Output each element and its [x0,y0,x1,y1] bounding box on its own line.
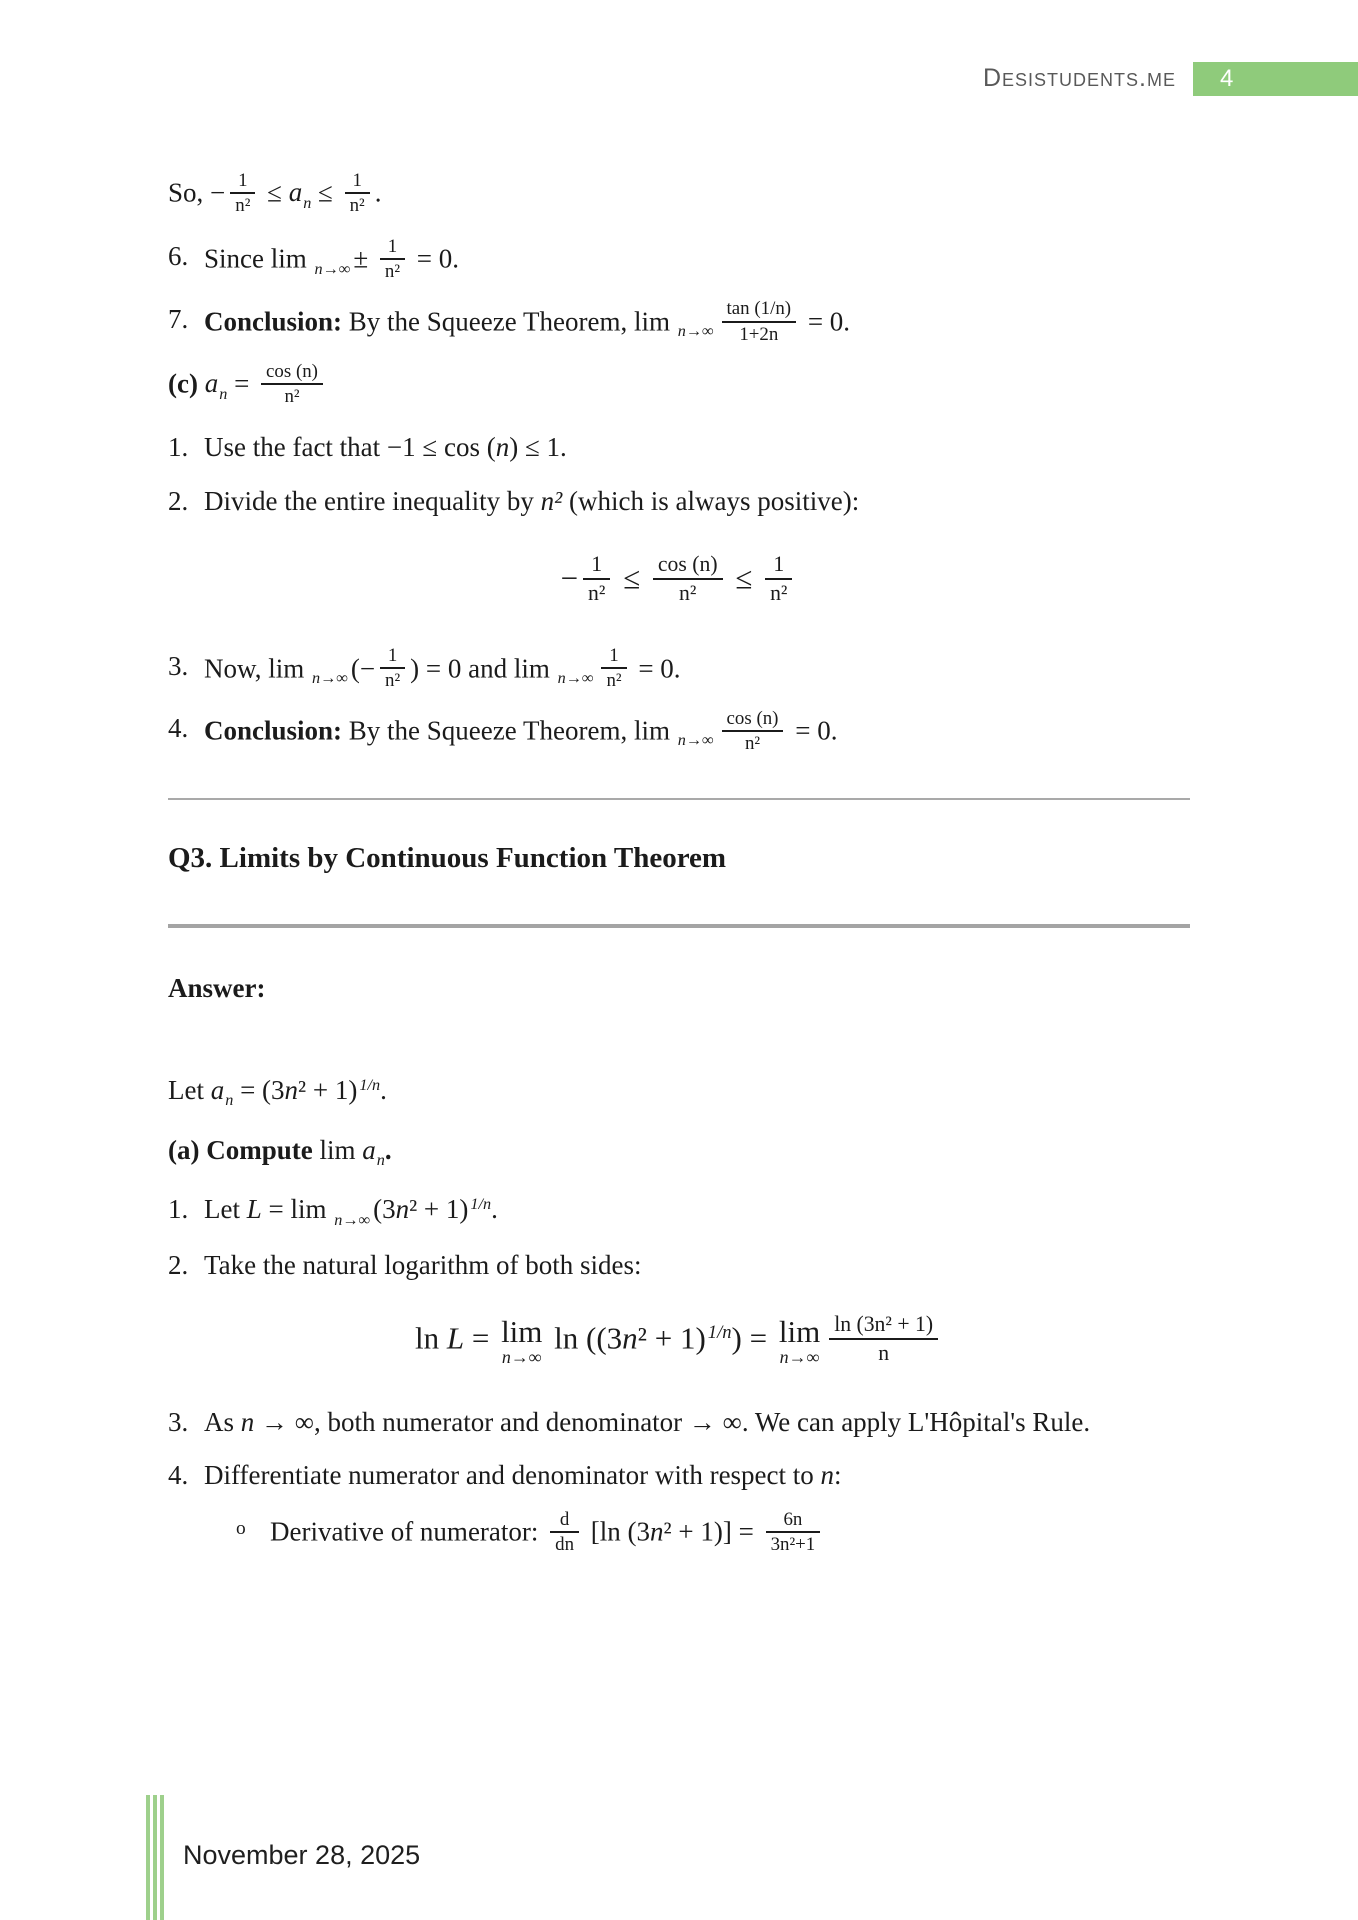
math-text: ² + 1)] = [663,1516,761,1547]
math-variable: n [820,1460,835,1491]
math-text: ≤ [727,560,761,596]
math-variable: n² [540,486,563,517]
list-item-content [204,483,1190,521]
fraction [380,236,405,282]
list-item-content [204,1247,1190,1285]
fraction-denominator: n² [601,667,626,691]
list-marker: 3. [168,650,189,681]
list-marker: 3. [168,1406,189,1437]
squeeze-inequality-display [168,552,1190,608]
fraction [380,645,405,691]
list-item-content [204,1404,1190,1442]
fraction-numerator: 1 [387,236,398,258]
math-text: ± [353,243,375,274]
math-text: = 0. [801,306,851,337]
limit-word: lim [778,1313,821,1349]
math-text: Since lim [204,243,314,274]
math-text: . [380,1074,387,1105]
math-variable: n [395,1194,410,1225]
fraction-numerator: cos (n) [726,707,779,729]
limit-subscript: n→∞ [677,731,714,750]
list-marker: 4. [168,1460,189,1491]
footer-bar [146,1795,150,1920]
step-c4-conclusion [168,707,1190,756]
math-text: ² + 1) [637,1320,706,1356]
math-text: (3 [373,1194,396,1225]
list-item-content [204,238,1190,284]
fraction-numerator: ln (3n² + 1) [834,1312,934,1337]
math-text: Now, lim [204,652,311,683]
fraction-denominator: n² [765,578,792,605]
bold-text: Conclusion: [204,306,343,337]
list-item-content [204,1457,1190,1495]
exponent: 1/n [359,1075,381,1094]
limit-under: n→∞ [779,1347,820,1368]
fraction [230,170,255,216]
let-an-line [168,1072,1190,1112]
math-text: Let [168,1074,211,1105]
fraction-numerator: 1 [387,645,398,667]
list-marker: o [236,1518,246,1540]
math-text: → ∞, both numerator and denominator → ∞. We can apply L'Hôpital's Rule. [254,1406,1091,1437]
list-item-content [204,429,1190,467]
bold-text: . [384,1134,392,1165]
math-text: (which is always positive): [562,486,860,517]
math-text: = 0. [788,715,838,746]
math-variable: n [240,1406,255,1437]
list-item-content [204,298,1190,347]
math-text: = 0. [410,243,459,274]
math-text: = lim [261,1194,334,1225]
math-variable: $a_n$ [210,1074,234,1109]
step-a2 [168,1247,1190,1285]
fraction-denominator: n² [380,667,405,691]
math-variable: n [650,1516,664,1547]
math-text: = 0. [631,652,681,683]
bold-text: Answer: [168,972,266,1003]
list-marker: 6. [168,241,189,272]
math-text: By the Squeeze Theorem, lim [342,715,677,746]
limit-operator [501,1313,543,1368]
fraction-denominator: n² [380,258,405,282]
fraction [653,552,723,605]
limit-subscript: n→∞ [334,1210,371,1229]
fraction-numerator: 1 [352,169,362,191]
step-c1 [168,429,1190,467]
math-text: By the Squeeze Theorem, lim [342,306,677,337]
fraction-denominator: n² [583,578,610,605]
derivative-numerator-bullet [168,1508,1190,1557]
footer-bar [153,1795,157,1920]
math-text: ² + 1) [298,1074,358,1105]
math-text: ) = [731,1320,775,1356]
fraction-denominator: n² [653,578,723,605]
exponent: 1/n [707,1322,732,1344]
list-marker: 2. [168,486,189,517]
page-number: 4 [1220,65,1234,92]
math-text: ln ((3 [546,1320,623,1356]
math-text: Differentiate numerator and denominator with respect to [204,1460,821,1491]
fraction [765,552,792,605]
fraction-numerator: cos (n) [657,552,718,577]
step-c3 [168,645,1190,694]
list-item-content [204,707,1190,756]
so-inequality-line [168,169,1190,218]
fraction [550,1509,579,1555]
math-text: Take the natural logarithm of both sides: [204,1250,642,1281]
math-text: Let [204,1194,247,1225]
math-text: ≤ [311,177,340,208]
fraction-numerator: d [559,1508,570,1530]
math-text: (− [350,652,376,683]
math-text: ² + 1) [409,1194,469,1225]
fraction-denominator: n² [722,730,784,754]
step-7-conclusion [168,298,1190,347]
fraction [722,708,784,754]
limit-under: n→∞ [501,1347,542,1368]
step-6 [168,238,1190,284]
section-divider [168,924,1190,928]
limit-subscript: n→∞ [557,669,594,688]
list-item-content [270,1508,1190,1557]
fraction-numerator: 1 [591,552,603,577]
footer-date: November 28, 2025 [183,1840,421,1870]
step-a1 [168,1191,1190,1231]
fraction-numerator: 1 [238,169,248,191]
list-item-content [204,645,1190,694]
fraction-denominator: 3n²+1 [766,1531,821,1555]
math-text: Divide the entire inequality by [204,486,541,517]
fraction-numerator: tan (1/n) [726,298,792,320]
fraction [601,645,626,691]
fraction-numerator: cos (n) [266,360,318,382]
math-variable: L [246,1194,262,1225]
section-divider [168,798,1190,800]
list-marker: 7. [168,303,189,334]
list-marker: 4. [168,712,189,743]
math-text: = [227,368,257,399]
fraction-denominator: n² [230,192,255,216]
math-variable: $a_n$ [288,177,312,212]
math-text: : [834,1460,842,1491]
step-a3 [168,1404,1190,1442]
part-c-definition [168,360,1190,409]
math-variable: n [622,1320,638,1356]
ln-limit-display [168,1312,1190,1368]
math-text: ≤ [260,177,289,208]
fraction-denominator: dn [550,1531,579,1555]
variable-subscript: n [303,193,312,212]
math-text: lim [319,1134,363,1165]
math-variable: L [446,1320,465,1356]
math-text: − [560,560,579,596]
fraction-numerator: 1 [609,645,619,667]
limit-operator [778,1313,821,1368]
limit-subscript: n→∞ [312,669,348,688]
math-text: ) = 0 and lim [410,652,557,683]
math-text: . [491,1194,498,1225]
page-header [0,58,1358,98]
footer-bar [160,1795,164,1920]
footer-accent-bars [146,1795,167,1920]
limit-subscript: n→∞ [314,259,351,278]
variable-subscript: n [219,384,228,403]
fraction-denominator: n [829,1338,938,1365]
math-text: . [374,177,382,208]
math-variable: $a_n$ [362,1134,385,1169]
site-name: Desistudents.me [982,64,1176,92]
math-text: [ln (3 [584,1516,651,1547]
fraction-denominator: n² [345,192,370,216]
math-text: ln [414,1320,447,1356]
fraction-denominator: 1+2n [722,321,797,345]
part-a-compute [168,1132,1190,1172]
bold-text: (c) [168,368,205,399]
fraction [829,1312,938,1365]
math-text: Derivative of numerator: [270,1516,546,1547]
fraction [722,298,797,344]
fraction [345,170,370,216]
answer-label [168,970,1190,1008]
math-text: ) ≤ 1. [509,432,567,463]
list-marker: 1. [168,1194,189,1225]
step-c2 [168,483,1190,521]
bold-text: (a) Compute [168,1134,320,1165]
math-text: As [204,1406,241,1437]
document-body [168,169,1190,1574]
variable-subscript: n [376,1150,385,1169]
math-text: So, − [168,177,226,208]
fraction [583,552,610,605]
step-a4 [168,1457,1190,1495]
list-item-content [204,1191,1190,1231]
math-variable: $a_n$ [204,368,228,403]
q3-heading: Q3. Limits by Continuous Function Theorem [168,842,727,875]
math-variable: n [284,1074,299,1105]
list-marker: 1. [168,432,189,463]
exponent: 1/n [470,1195,492,1214]
bold-text: Conclusion: [204,715,343,746]
math-text: = (3 [233,1074,285,1105]
fraction-denominator: n² [261,383,323,407]
page-number-badge [1193,62,1358,96]
limit-word: lim [501,1313,543,1349]
math-text: ≤ [615,560,648,596]
math-variable: n [495,432,510,463]
fraction-numerator: 1 [773,552,785,577]
math-text: Use the fact that −1 ≤ cos ( [204,432,496,463]
math-text: = [464,1320,498,1356]
fraction-numerator: 6n [783,1508,803,1530]
fraction [261,361,323,407]
fraction [766,1509,821,1555]
variable-subscript: n [225,1090,234,1109]
list-marker: 2. [168,1250,189,1281]
limit-subscript: n→∞ [677,322,714,341]
